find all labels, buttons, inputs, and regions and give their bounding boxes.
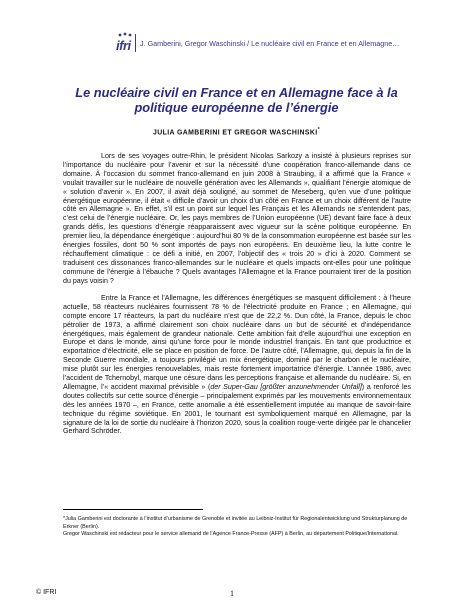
author-footnote-mark: * — [317, 127, 320, 133]
header-divider — [135, 34, 136, 52]
article-body — [63, 152, 411, 445]
paragraph-2-part-2: ) a renforcé les doutes collectifs sur cette source d’énergie – principalement exprimés par les mouvements environnementaux dès les années 1970 –, en France, cette anomalie a été essentiellement imputée au manque de savoir-faire technique du régime soviétique. En 2001, le tournant est symboliquement marqué en Allemagne, par la signature de la loi de sortie du nucléaire à l’horizon 2020, sous la coalition rouge-verte dirigée par le chancelier Gerhard Schröder. — [63, 382, 412, 436]
footnote-1: *Julia Gamberini est doctorante à l’institut d’urbanisme de Grenoble et invitée au Leibniz-Institut für Regionalentwicklung und Strukturplanung de Erkner (Berlin). — [63, 516, 408, 530]
running-header — [116, 30, 416, 56]
logo-text: ifri — [116, 38, 131, 53]
title-line-1: Le nucléaire civil en France et en Allemagne face à la — [75, 85, 398, 100]
ifri-logo — [116, 32, 134, 52]
page-number: 1 — [230, 589, 234, 598]
footnotes — [63, 516, 411, 539]
page-title — [40, 85, 433, 115]
footnote-2: Gregor Waschinski est rédacteur pour le service allemand de l’Agence France-Presse (AFP) à Berlin, au département Politique/International. — [63, 531, 399, 538]
running-title: J. Gamberini, Gregor Waschinski / Le nucléaire civil en France et en Allemagne… — [140, 39, 400, 48]
title-line-2: politique européenne de l’énergie — [134, 100, 339, 115]
footnote-divider — [63, 509, 203, 510]
footer-copyright: © IFRI — [36, 589, 57, 596]
paragraph-2-italic-term: der Super-Gau [größter anzunehmender Unfall] — [210, 382, 362, 391]
author-names: JULIA GAMBERINI ET GREGOR WASCHINSKI — [153, 129, 318, 137]
authors — [40, 127, 433, 136]
paragraph-1: Lors de ses voyages outre-Rhin, le président Nicolas Sarkozy a insisté à plusieurs reprises sur l’importance du nucléaire pour l’avenir et sur la nécessité d’une coopération franco-allemande dans ce domaine. À l’occasion du sommet franco-allemand en juin 2008 à Straubing, il a affirmé que la France « voulait travailler sur le nucléaire de nouvelle génération avec les Allemands », qualifiant l’énergie atomique de « solution d’avenir ». En 2007, il avait déjà souligné, au sommet de Meseberg, qu’en vue d’une politique énergétique européenne, il était « difficile d’avoir un choix d’un côté en France et un choix différent de l’autre côté en Allemagne ». En effet, s’il est un point sur lequel les Français et les Allemands ne s’entendent pas, c’est celui de l’énergie nucléaire. Or, les pays membres de l’Union européenne (UE) devant faire face à deux grands défis, les questions d’énergie réapparaissent avec vigueur sur la scène politique européenne. En premier lieu, la dépendance énergétique : aujourd’hui 80 % de la consommation européenne est basée sur les énergies fossiles, dont 50 % sont importés de pays non européens. En deuxième lieu, la lutte contre le réchauffement climatique : ce défi a initié, en 2007, l’objectif des « trois 20 » d’ici à 2020. Comment se traduisent ces dissonances franco-allemandes sur le nucléaire et quels impacts ont-elles pour une politique commune de l’énergie à l’ébauche ? Quels avantages l’Allemagne et la France pourraient tirer de la position du pays voisin ? — [63, 152, 411, 285]
paragraph-2-part-1: Entre la France et l’Allemagne, les différences énergétiques se masquent difficilement : à l’heure actuelle, 58 réacteurs nucléaires fournissent 78 % de l’électricité produite en France ; en Allemagne, qui compte encore 17 réacteurs, la part du nucléaire n’est que de 22,2 %. Dun côté, la France, depuis le choc pétrolier de 1973, a affirmé clairement son choix nucléaire dans un but de sécurité et d’indépendance énergétiques, mais également de grandeur nationale. Cette ambition fait d’elle aujourd’hui une exception en Europe et dans le monde, ainsi qu’une force pour le monde industriel français. En tant que productrice et exportatrice d’électricité, elle se place en position de force. De l’autre côté, l’Allemagne, qui, depuis la fin de la Seconde Guerre mondiale, a toujours privilégié un mix énergétique, dominé par le charbon et le nucléaire, mise plutôt sur les énergies renouvelables, mais reste fortement importatrice d’énergie. L’année 1986, avec l’accident de Tchernobyl, marque une césure dans les perceptions française et allemande du nucléaire. Si, en Allemagne, l’« accident maximal prévisible » ( — [63, 293, 411, 391]
paragraph-2 — [63, 294, 411, 437]
